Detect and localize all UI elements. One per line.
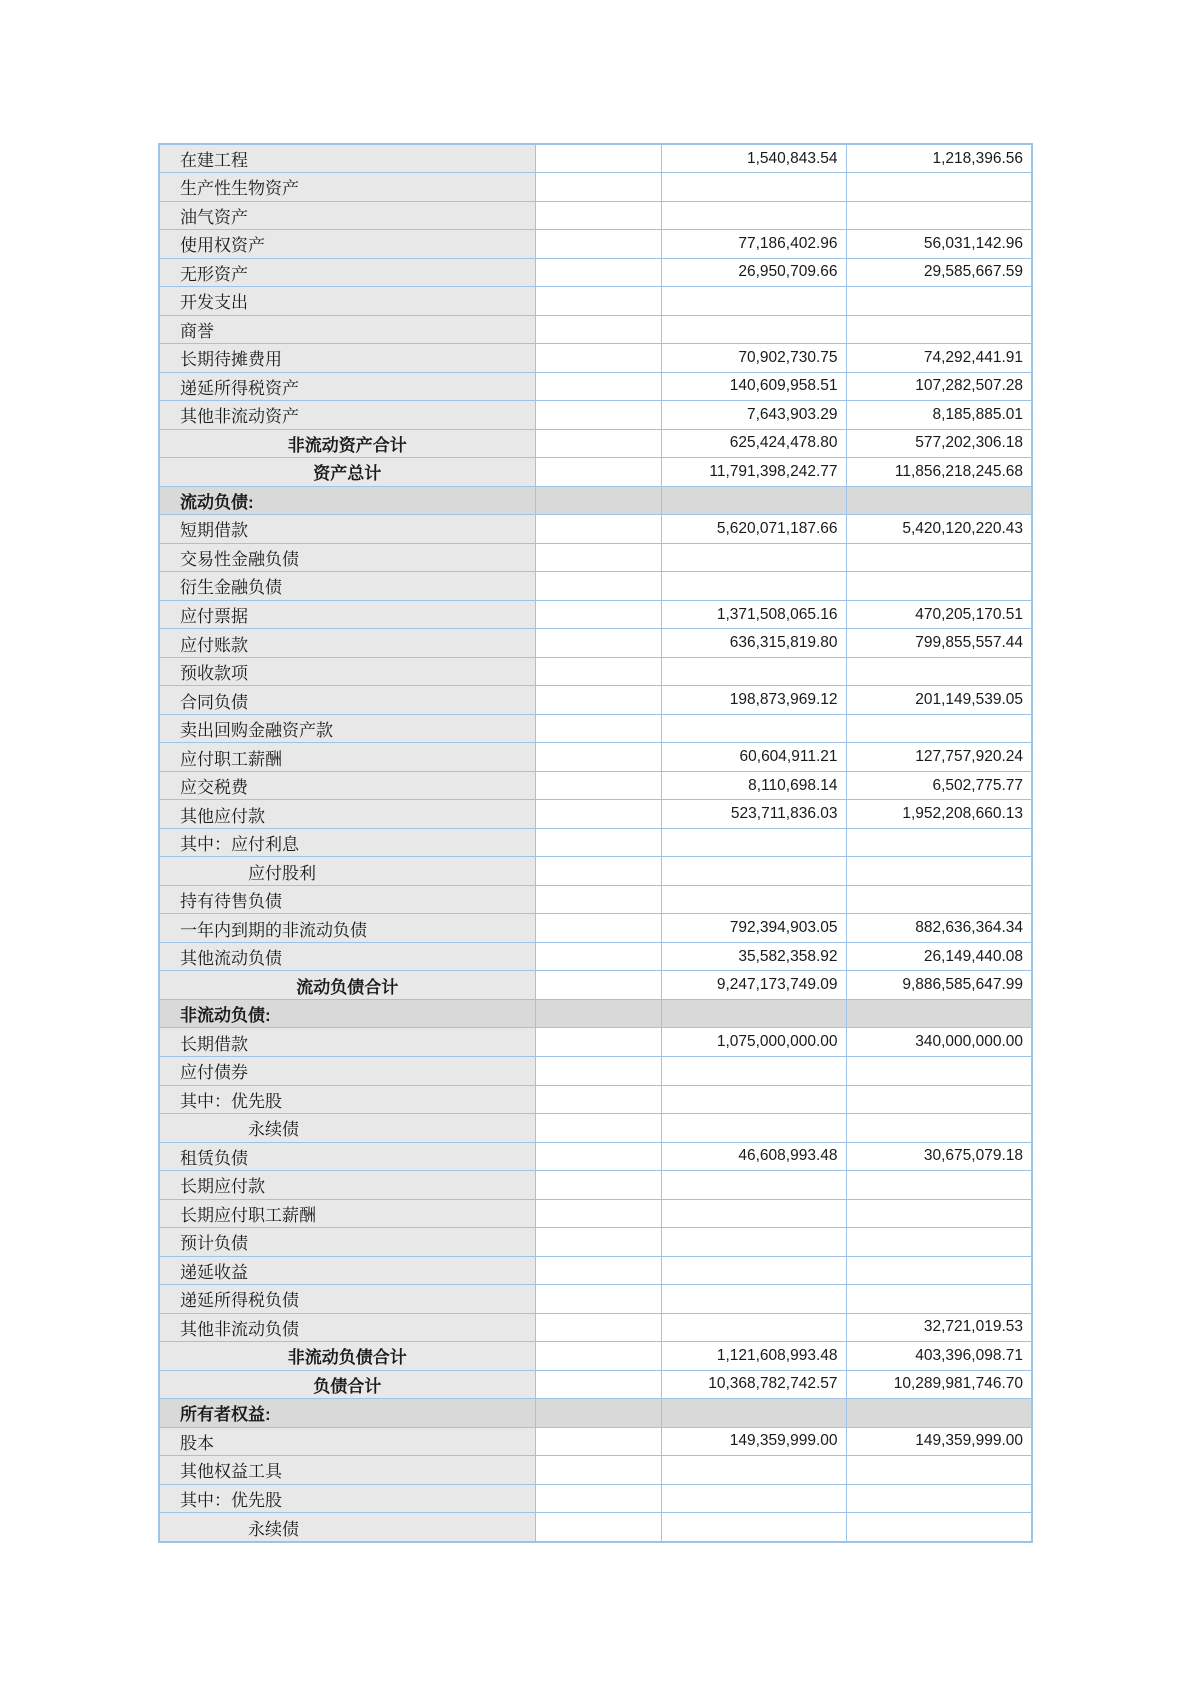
current-period-value: 77,186,402.96 — [661, 230, 846, 259]
table-row — [159, 429, 1032, 458]
prior-period-value: 1,218,396.56 — [846, 144, 1032, 173]
row-label: 非流动负债: — [159, 999, 535, 1028]
current-period-value — [661, 572, 846, 601]
current-period-value — [661, 1228, 846, 1257]
prior-period-value — [846, 1228, 1032, 1257]
table-row — [159, 230, 1032, 259]
blank-cell — [535, 1399, 661, 1428]
row-label: 租赁负债 — [159, 1142, 535, 1171]
row-label: 应付股利 — [159, 857, 535, 886]
prior-period-value — [846, 315, 1032, 344]
row-label: 其他非流动资产 — [159, 401, 535, 430]
row-label: 资产总计 — [159, 458, 535, 487]
prior-period-value — [846, 572, 1032, 601]
row-label: 预计负债 — [159, 1228, 535, 1257]
blank-cell — [535, 429, 661, 458]
table-row — [159, 1370, 1032, 1399]
current-period-value — [661, 1285, 846, 1314]
prior-period-value — [846, 1256, 1032, 1285]
row-label: 递延收益 — [159, 1256, 535, 1285]
blank-cell — [535, 999, 661, 1028]
row-label: 短期借款 — [159, 515, 535, 544]
row-label: 其中：优先股 — [159, 1085, 535, 1114]
blank-cell — [535, 258, 661, 287]
balance-sheet-table — [158, 143, 1033, 1543]
prior-period-value — [846, 885, 1032, 914]
table-row — [159, 914, 1032, 943]
table-row — [159, 344, 1032, 373]
blank-cell — [535, 1342, 661, 1371]
row-label: 其他非流动负债 — [159, 1313, 535, 1342]
table-row — [159, 1256, 1032, 1285]
prior-period-value — [846, 1399, 1032, 1428]
prior-period-value — [846, 173, 1032, 202]
prior-period-value: 9,886,585,647.99 — [846, 971, 1032, 1000]
current-period-value — [661, 828, 846, 857]
prior-period-value — [846, 657, 1032, 686]
blank-cell — [535, 1427, 661, 1456]
prior-period-value — [846, 287, 1032, 316]
row-label: 递延所得税负债 — [159, 1285, 535, 1314]
prior-period-value — [846, 1199, 1032, 1228]
table-row — [159, 144, 1032, 173]
blank-cell — [535, 942, 661, 971]
row-label: 所有者权益: — [159, 1399, 535, 1428]
table-row — [159, 543, 1032, 572]
current-period-value — [661, 1057, 846, 1086]
row-label: 使用权资产 — [159, 230, 535, 259]
row-label: 衍生金融负债 — [159, 572, 535, 601]
prior-period-value: 10,289,981,746.70 — [846, 1370, 1032, 1399]
row-label: 交易性金融负债 — [159, 543, 535, 572]
row-label: 负债合计 — [159, 1370, 535, 1399]
row-label: 其中：应付利息 — [159, 828, 535, 857]
prior-period-value: 26,149,440.08 — [846, 942, 1032, 971]
blank-cell — [535, 1256, 661, 1285]
current-period-value: 35,582,358.92 — [661, 942, 846, 971]
blank-cell — [535, 1285, 661, 1314]
prior-period-value — [846, 486, 1032, 515]
table-row — [159, 600, 1032, 629]
blank-cell — [535, 1171, 661, 1200]
current-period-value — [661, 999, 846, 1028]
current-period-value — [661, 657, 846, 686]
blank-cell — [535, 515, 661, 544]
row-label: 永续债 — [159, 1114, 535, 1143]
table-row — [159, 258, 1032, 287]
table-row — [159, 942, 1032, 971]
blank-cell — [535, 458, 661, 487]
prior-period-value: 201,149,539.05 — [846, 686, 1032, 715]
blank-cell — [535, 572, 661, 601]
current-period-value: 1,121,608,993.48 — [661, 1342, 846, 1371]
row-label: 应交税费 — [159, 771, 535, 800]
table-row — [159, 657, 1032, 686]
blank-cell — [535, 287, 661, 316]
current-period-value — [661, 315, 846, 344]
current-period-value — [661, 1456, 846, 1485]
prior-period-value — [846, 714, 1032, 743]
blank-cell — [535, 1484, 661, 1513]
table-row — [159, 515, 1032, 544]
current-period-value — [661, 714, 846, 743]
table-row — [159, 1171, 1032, 1200]
blank-cell — [535, 914, 661, 943]
row-label: 流动负债合计 — [159, 971, 535, 1000]
blank-cell — [535, 201, 661, 230]
blank-cell — [535, 401, 661, 430]
prior-period-value: 882,636,364.34 — [846, 914, 1032, 943]
current-period-value: 26,950,709.66 — [661, 258, 846, 287]
blank-cell — [535, 230, 661, 259]
row-label: 其他应付款 — [159, 800, 535, 829]
row-label: 一年内到期的非流动负债 — [159, 914, 535, 943]
blank-cell — [535, 828, 661, 857]
table-row — [159, 1085, 1032, 1114]
row-label: 长期借款 — [159, 1028, 535, 1057]
blank-cell — [535, 315, 661, 344]
row-label: 商誉 — [159, 315, 535, 344]
blank-cell — [535, 1228, 661, 1257]
table-row — [159, 743, 1032, 772]
current-period-value: 198,873,969.12 — [661, 686, 846, 715]
table-row — [159, 1484, 1032, 1513]
prior-period-value: 470,205,170.51 — [846, 600, 1032, 629]
current-period-value: 8,110,698.14 — [661, 771, 846, 800]
prior-period-value: 8,185,885.01 — [846, 401, 1032, 430]
current-period-value: 46,608,993.48 — [661, 1142, 846, 1171]
current-period-value: 523,711,836.03 — [661, 800, 846, 829]
prior-period-value — [846, 1513, 1032, 1542]
blank-cell — [535, 686, 661, 715]
prior-period-value — [846, 1456, 1032, 1485]
blank-cell — [535, 1199, 661, 1228]
current-period-value: 11,791,398,242.77 — [661, 458, 846, 487]
row-label: 在建工程 — [159, 144, 535, 173]
row-label: 应付债券 — [159, 1057, 535, 1086]
prior-period-value: 74,292,441.91 — [846, 344, 1032, 373]
row-label: 油气资产 — [159, 201, 535, 230]
row-label: 应付账款 — [159, 629, 535, 658]
current-period-value — [661, 1199, 846, 1228]
blank-cell — [535, 1513, 661, 1542]
table-row — [159, 315, 1032, 344]
current-period-value: 10,368,782,742.57 — [661, 1370, 846, 1399]
row-label: 其中：优先股 — [159, 1484, 535, 1513]
prior-period-value: 107,282,507.28 — [846, 372, 1032, 401]
row-label: 非流动负债合计 — [159, 1342, 535, 1371]
row-label: 应付职工薪酬 — [159, 743, 535, 772]
table-row — [159, 372, 1032, 401]
table-row — [159, 1513, 1032, 1542]
table-row — [159, 401, 1032, 430]
table-row — [159, 1399, 1032, 1428]
current-period-value — [661, 173, 846, 202]
blank-cell — [535, 1370, 661, 1399]
prior-period-value — [846, 857, 1032, 886]
current-period-value: 625,424,478.80 — [661, 429, 846, 458]
current-period-value: 7,643,903.29 — [661, 401, 846, 430]
table-row — [159, 771, 1032, 800]
prior-period-value — [846, 1171, 1032, 1200]
blank-cell — [535, 657, 661, 686]
current-period-value: 636,315,819.80 — [661, 629, 846, 658]
row-label: 流动负债: — [159, 486, 535, 515]
table-row — [159, 173, 1032, 202]
prior-period-value — [846, 543, 1032, 572]
prior-period-value: 1,952,208,660.13 — [846, 800, 1032, 829]
prior-period-value — [846, 1285, 1032, 1314]
prior-period-value — [846, 1057, 1032, 1086]
blank-cell — [535, 173, 661, 202]
table-row — [159, 486, 1032, 515]
blank-cell — [535, 714, 661, 743]
prior-period-value — [846, 1114, 1032, 1143]
prior-period-value: 127,757,920.24 — [846, 743, 1032, 772]
table-row — [159, 971, 1032, 1000]
current-period-value: 70,902,730.75 — [661, 344, 846, 373]
blank-cell — [535, 1313, 661, 1342]
blank-cell — [535, 971, 661, 1000]
row-label: 永续债 — [159, 1513, 535, 1542]
table-row — [159, 1427, 1032, 1456]
row-label: 合同负债 — [159, 686, 535, 715]
row-label: 其他流动负债 — [159, 942, 535, 971]
table-row — [159, 999, 1032, 1028]
blank-cell — [535, 1028, 661, 1057]
blank-cell — [535, 1057, 661, 1086]
table-row — [159, 1313, 1032, 1342]
table-row — [159, 1114, 1032, 1143]
prior-period-value — [846, 1484, 1032, 1513]
blank-cell — [535, 486, 661, 515]
row-label: 生产性生物资产 — [159, 173, 535, 202]
current-period-value — [661, 1313, 846, 1342]
row-label: 长期应付款 — [159, 1171, 535, 1200]
table-row — [159, 201, 1032, 230]
row-label: 持有待售负债 — [159, 885, 535, 914]
blank-cell — [535, 344, 661, 373]
table-row — [159, 1199, 1032, 1228]
current-period-value — [661, 486, 846, 515]
row-label: 其他权益工具 — [159, 1456, 535, 1485]
table-row — [159, 1342, 1032, 1371]
blank-cell — [535, 372, 661, 401]
blank-cell — [535, 543, 661, 572]
current-period-value — [661, 1085, 846, 1114]
table-row — [159, 1142, 1032, 1171]
table-row — [159, 828, 1032, 857]
current-period-value — [661, 287, 846, 316]
blank-cell — [535, 857, 661, 886]
current-period-value: 1,540,843.54 — [661, 144, 846, 173]
balance-sheet-body — [159, 144, 1032, 1542]
blank-cell — [535, 800, 661, 829]
prior-period-value: 577,202,306.18 — [846, 429, 1032, 458]
prior-period-value: 6,502,775.77 — [846, 771, 1032, 800]
row-label: 卖出回购金融资产款 — [159, 714, 535, 743]
blank-cell — [535, 629, 661, 658]
current-period-value: 149,359,999.00 — [661, 1427, 846, 1456]
prior-period-value: 799,855,557.44 — [846, 629, 1032, 658]
table-row — [159, 1285, 1032, 1314]
row-label: 长期应付职工薪酬 — [159, 1199, 535, 1228]
current-period-value: 1,371,508,065.16 — [661, 600, 846, 629]
prior-period-value: 11,856,218,245.68 — [846, 458, 1032, 487]
prior-period-value: 30,675,079.18 — [846, 1142, 1032, 1171]
table-row — [159, 714, 1032, 743]
prior-period-value — [846, 828, 1032, 857]
current-period-value — [661, 543, 846, 572]
blank-cell — [535, 1114, 661, 1143]
prior-period-value: 29,585,667.59 — [846, 258, 1032, 287]
table-row — [159, 572, 1032, 601]
row-label: 递延所得税资产 — [159, 372, 535, 401]
current-period-value — [661, 1399, 846, 1428]
current-period-value: 9,247,173,749.09 — [661, 971, 846, 1000]
blank-cell — [535, 1142, 661, 1171]
table-row — [159, 1028, 1032, 1057]
current-period-value — [661, 1484, 846, 1513]
current-period-value: 792,394,903.05 — [661, 914, 846, 943]
current-period-value: 5,620,071,187.66 — [661, 515, 846, 544]
table-row — [159, 287, 1032, 316]
table-row — [159, 686, 1032, 715]
prior-period-value: 32,721,019.53 — [846, 1313, 1032, 1342]
current-period-value — [661, 201, 846, 230]
blank-cell — [535, 771, 661, 800]
blank-cell — [535, 144, 661, 173]
current-period-value — [661, 885, 846, 914]
blank-cell — [535, 743, 661, 772]
prior-period-value: 56,031,142.96 — [846, 230, 1032, 259]
current-period-value: 60,604,911.21 — [661, 743, 846, 772]
table-row — [159, 1228, 1032, 1257]
table-row — [159, 1456, 1032, 1485]
current-period-value — [661, 1171, 846, 1200]
current-period-value — [661, 1256, 846, 1285]
prior-period-value — [846, 1085, 1032, 1114]
row-label: 长期待摊费用 — [159, 344, 535, 373]
table-row — [159, 857, 1032, 886]
blank-cell — [535, 1085, 661, 1114]
table-row — [159, 800, 1032, 829]
prior-period-value: 5,420,120,220.43 — [846, 515, 1032, 544]
prior-period-value: 403,396,098.71 — [846, 1342, 1032, 1371]
current-period-value: 1,075,000,000.00 — [661, 1028, 846, 1057]
current-period-value: 140,609,958.51 — [661, 372, 846, 401]
current-period-value — [661, 1513, 846, 1542]
table-row — [159, 885, 1032, 914]
prior-period-value — [846, 201, 1032, 230]
row-label: 无形资产 — [159, 258, 535, 287]
blank-cell — [535, 1456, 661, 1485]
table-row — [159, 1057, 1032, 1086]
row-label: 预收款项 — [159, 657, 535, 686]
current-period-value — [661, 857, 846, 886]
row-label: 股本 — [159, 1427, 535, 1456]
row-label: 应付票据 — [159, 600, 535, 629]
prior-period-value: 149,359,999.00 — [846, 1427, 1032, 1456]
current-period-value — [661, 1114, 846, 1143]
prior-period-value — [846, 999, 1032, 1028]
prior-period-value: 340,000,000.00 — [846, 1028, 1032, 1057]
table-row — [159, 629, 1032, 658]
row-label: 开发支出 — [159, 287, 535, 316]
table-row — [159, 458, 1032, 487]
row-label: 非流动资产合计 — [159, 429, 535, 458]
blank-cell — [535, 600, 661, 629]
blank-cell — [535, 885, 661, 914]
